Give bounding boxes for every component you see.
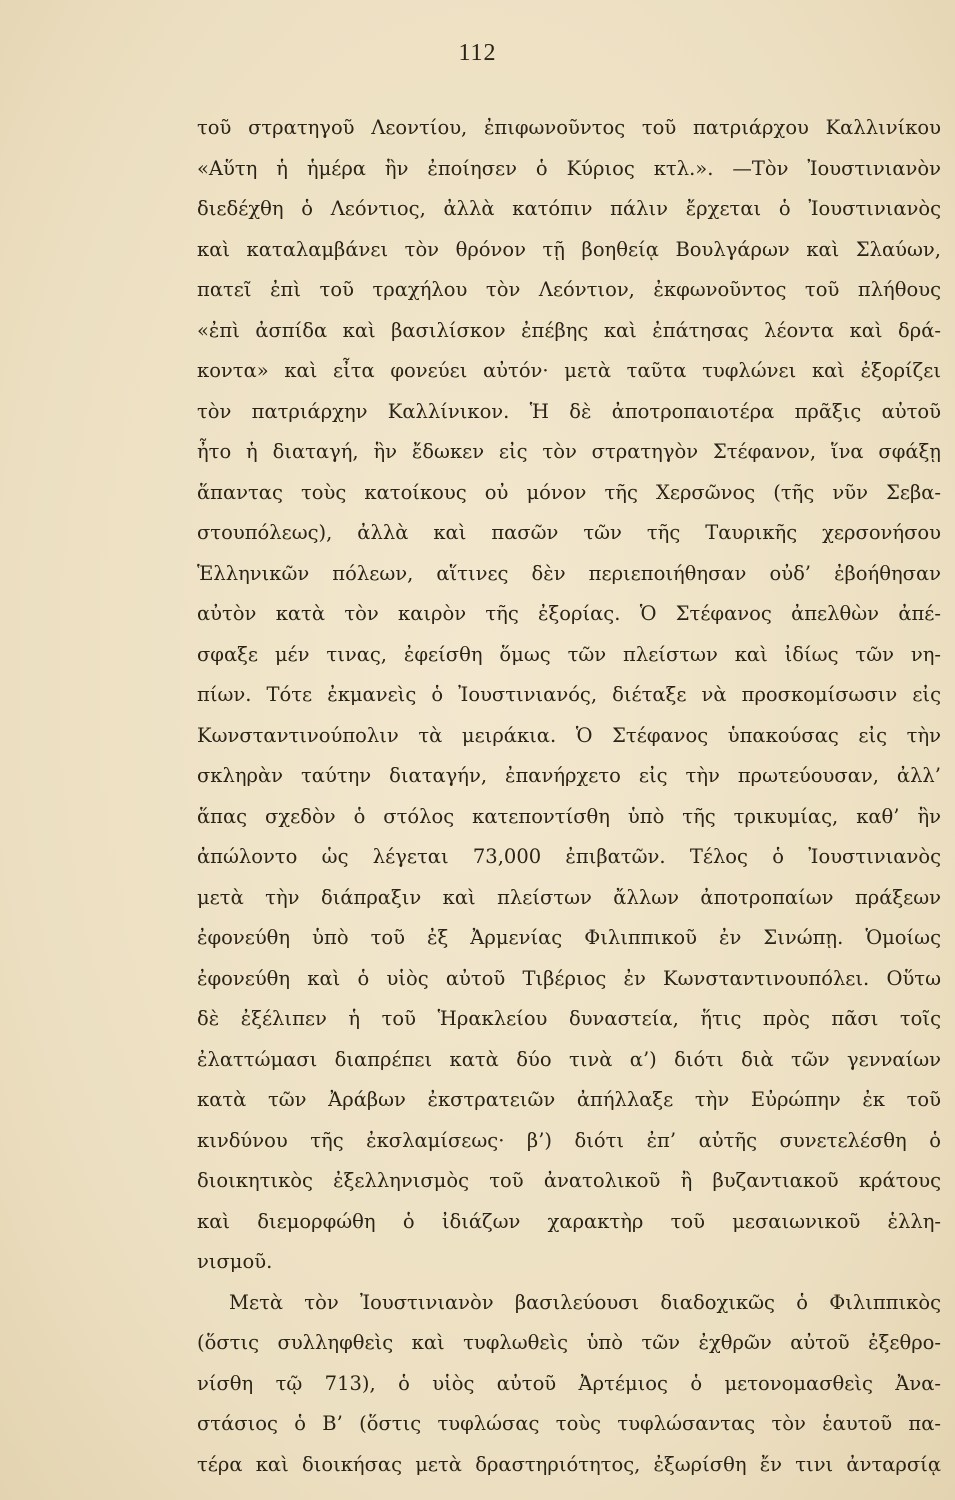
text-line: «Αὕτη ἡ ἡμέρα ἣν ἐποίησεν ὁ Κύριος κτλ.». —Τὸν Ἰουστινιανὸν — [197, 156, 941, 180]
text-line: κοντα» καὶ εἶτα φονεύει αὐτόν· μετὰ ταῦτα τυφλώνει καὶ ἐξορίζει — [197, 359, 941, 382]
text-line: Ἑλληνικῶν πόλεων, αἵτινες δὲν περιεποιήθησαν οὐδ’ ἐβοήθησαν — [197, 561, 941, 585]
text-line: πατεῖ ἐπὶ τοῦ τραχήλου τὸν Λεόντιον, ἐκφωνοῦντος τοῦ πλήθους — [197, 278, 941, 301]
text-line: καὶ διεμορφώθη ὁ ἰδιάζων χαρακτὴρ τοῦ μεσαιωνικοῦ ἑλλη- — [197, 1209, 941, 1233]
text-line: ἦτο ἡ διαταγή, ἣν ἔδωκεν εἰς τὸν στρατηγὸν Στέφανον, ἵνα σφάξῃ — [197, 440, 941, 463]
text-line: Κωνσταντινούπολιν τὰ μειράκια. Ὁ Στέφανος ὑπακούσας εἰς τὴν — [197, 723, 941, 747]
text-line: ἅπας σχεδὸν ὁ στόλος κατεποντίσθη ὑπὸ τῆς τρικυμίας, καθ’ ἣν — [197, 804, 941, 828]
text-line: τὸν πατριάρχην Καλλίνικον. Ἡ δὲ ἀποτροπαιοτέρα πρᾶξις αὐτοῦ — [197, 399, 941, 423]
page-number: 112 — [458, 40, 497, 66]
text-line: νισμοῦ. — [197, 1250, 273, 1273]
text-line: τέρα καὶ διοικήσας μετὰ δραστηριότητος, ἐξωρίσθη ἔν τινι ἀνταρσίᾳ — [197, 1452, 941, 1476]
text-line: κινδύνου τῆς ἐκσλαμίσεως· β’) διότι ἐπ’ αὐτῆς συνετελέσθη ὁ — [197, 1128, 941, 1152]
text-line: ἐφονεύθη ὑπὸ τοῦ ἐξ Ἀρμενίας Φιλιππικοῦ ἐν Σινώπῃ. Ὁμοίως — [197, 926, 941, 949]
text-line: ἐφονεύθη καὶ ὁ υἱὸς αὐτοῦ Τιβέριος ἐν Κωνσταντινουπόλει. Οὕτω — [197, 966, 941, 990]
text-line: αὐτὸν κατὰ τὸν καιρὸν τῆς ἐξορίας. Ὁ Στέφανος ἀπελθὼν ἀπέ- — [197, 602, 941, 625]
text-line: ἐλαττώμασι διαπρέπει κατὰ δύο τινὰ α’) διότι διὰ τῶν γενναίων — [197, 1047, 941, 1071]
text-line: στουπόλεως), ἀλλὰ καὶ πασῶν τῶν τῆς Ταυρικῆς χερσονήσου — [197, 521, 941, 544]
text-line: τοῦ στρατηγοῦ Λεοντίου, ἐπιφωνοῦντος τοῦ πατριάρχου Καλλινίκου — [197, 116, 941, 139]
text-line: «ἐπὶ ἀσπίδα καὶ βασιλίσκον ἐπέβης καὶ ἐπάτησας λέοντα καὶ δρά- — [197, 318, 941, 342]
text-line: νίσθη τῷ 713), ὁ υἱὸς αὐτοῦ Ἀρτέμιος ὁ μετονομασθεὶς Ἀνα- — [197, 1371, 941, 1395]
text-line: διοικητικὸς ἐξελληνισμὸς τοῦ ἀνατολικοῦ ἢ βυζαντιακοῦ κράτους — [197, 1169, 941, 1192]
text-line: ἅπαντας τοὺς κατοίκους οὐ μόνον τῆς Χερσῶνος (τῆς νῦν Σεβα- — [197, 480, 941, 504]
text-line: σκληρὰν ταύτην διαταγήν, ἐπανήρχετο εἰς τὴν πρωτεύουσαν, ἀλλ’ — [197, 764, 941, 787]
text-line: στάσιος ὁ Β’ (ὅστις τυφλώσας τοὺς τυφλώσαντας τὸν ἑαυτοῦ πα- — [197, 1412, 941, 1435]
text-line: μετὰ τὴν διάπραξιν καὶ πλείστων ἄλλων ἀποτροπαίων πράξεων — [197, 885, 941, 909]
text-line: ἀπώλοντο ὡς λέγεται 73,000 ἐπιβατῶν. Τέλος ὁ Ἰουστινιανὸς — [197, 845, 941, 868]
text-line: δὲ ἐξέλιπεν ἡ τοῦ Ἡρακλείου δυναστεία, ἥτις πρὸς πᾶσι τοῖς — [197, 1007, 941, 1030]
body-text — [197, 108, 941, 1485]
paragraph-first-line: Μετὰ τὸν Ἰουστινιανὸν βασιλεύουσι διαδοχικῶς ὁ Φιλιππικὸς — [229, 1290, 941, 1314]
text-line: κατὰ τῶν Ἀράβων ἐκστρατειῶν ἀπήλλαξε τὴν Εὐρώπην ἐκ τοῦ — [197, 1088, 941, 1111]
text-line: πίων. Τότε ἐκμανεὶς ὁ Ἰουστινιανός, διέταξε νὰ προσκομίσωσιν εἰς — [197, 683, 941, 706]
text-line: διεδέχθη ὁ Λεόντιος, ἀλλὰ κατόπιν πάλιν ἔρχεται ὁ Ἰουστινιανὸς — [197, 197, 941, 220]
text-line: σφαξε μέν τινας, ἐφείσθη ὅμως τῶν πλείστων καὶ ἰδίως τῶν νη- — [197, 642, 941, 666]
text-line: καὶ καταλαμβάνει τὸν θρόνον τῇ βοηθείᾳ Βουλγάρων καὶ Σλαύων, — [197, 237, 941, 261]
text-line: (ὅστις συλληφθεὶς καὶ τυφλωθεὶς ὑπὸ τῶν ἐχθρῶν αὐτοῦ ἐξεθρο- — [197, 1331, 941, 1354]
